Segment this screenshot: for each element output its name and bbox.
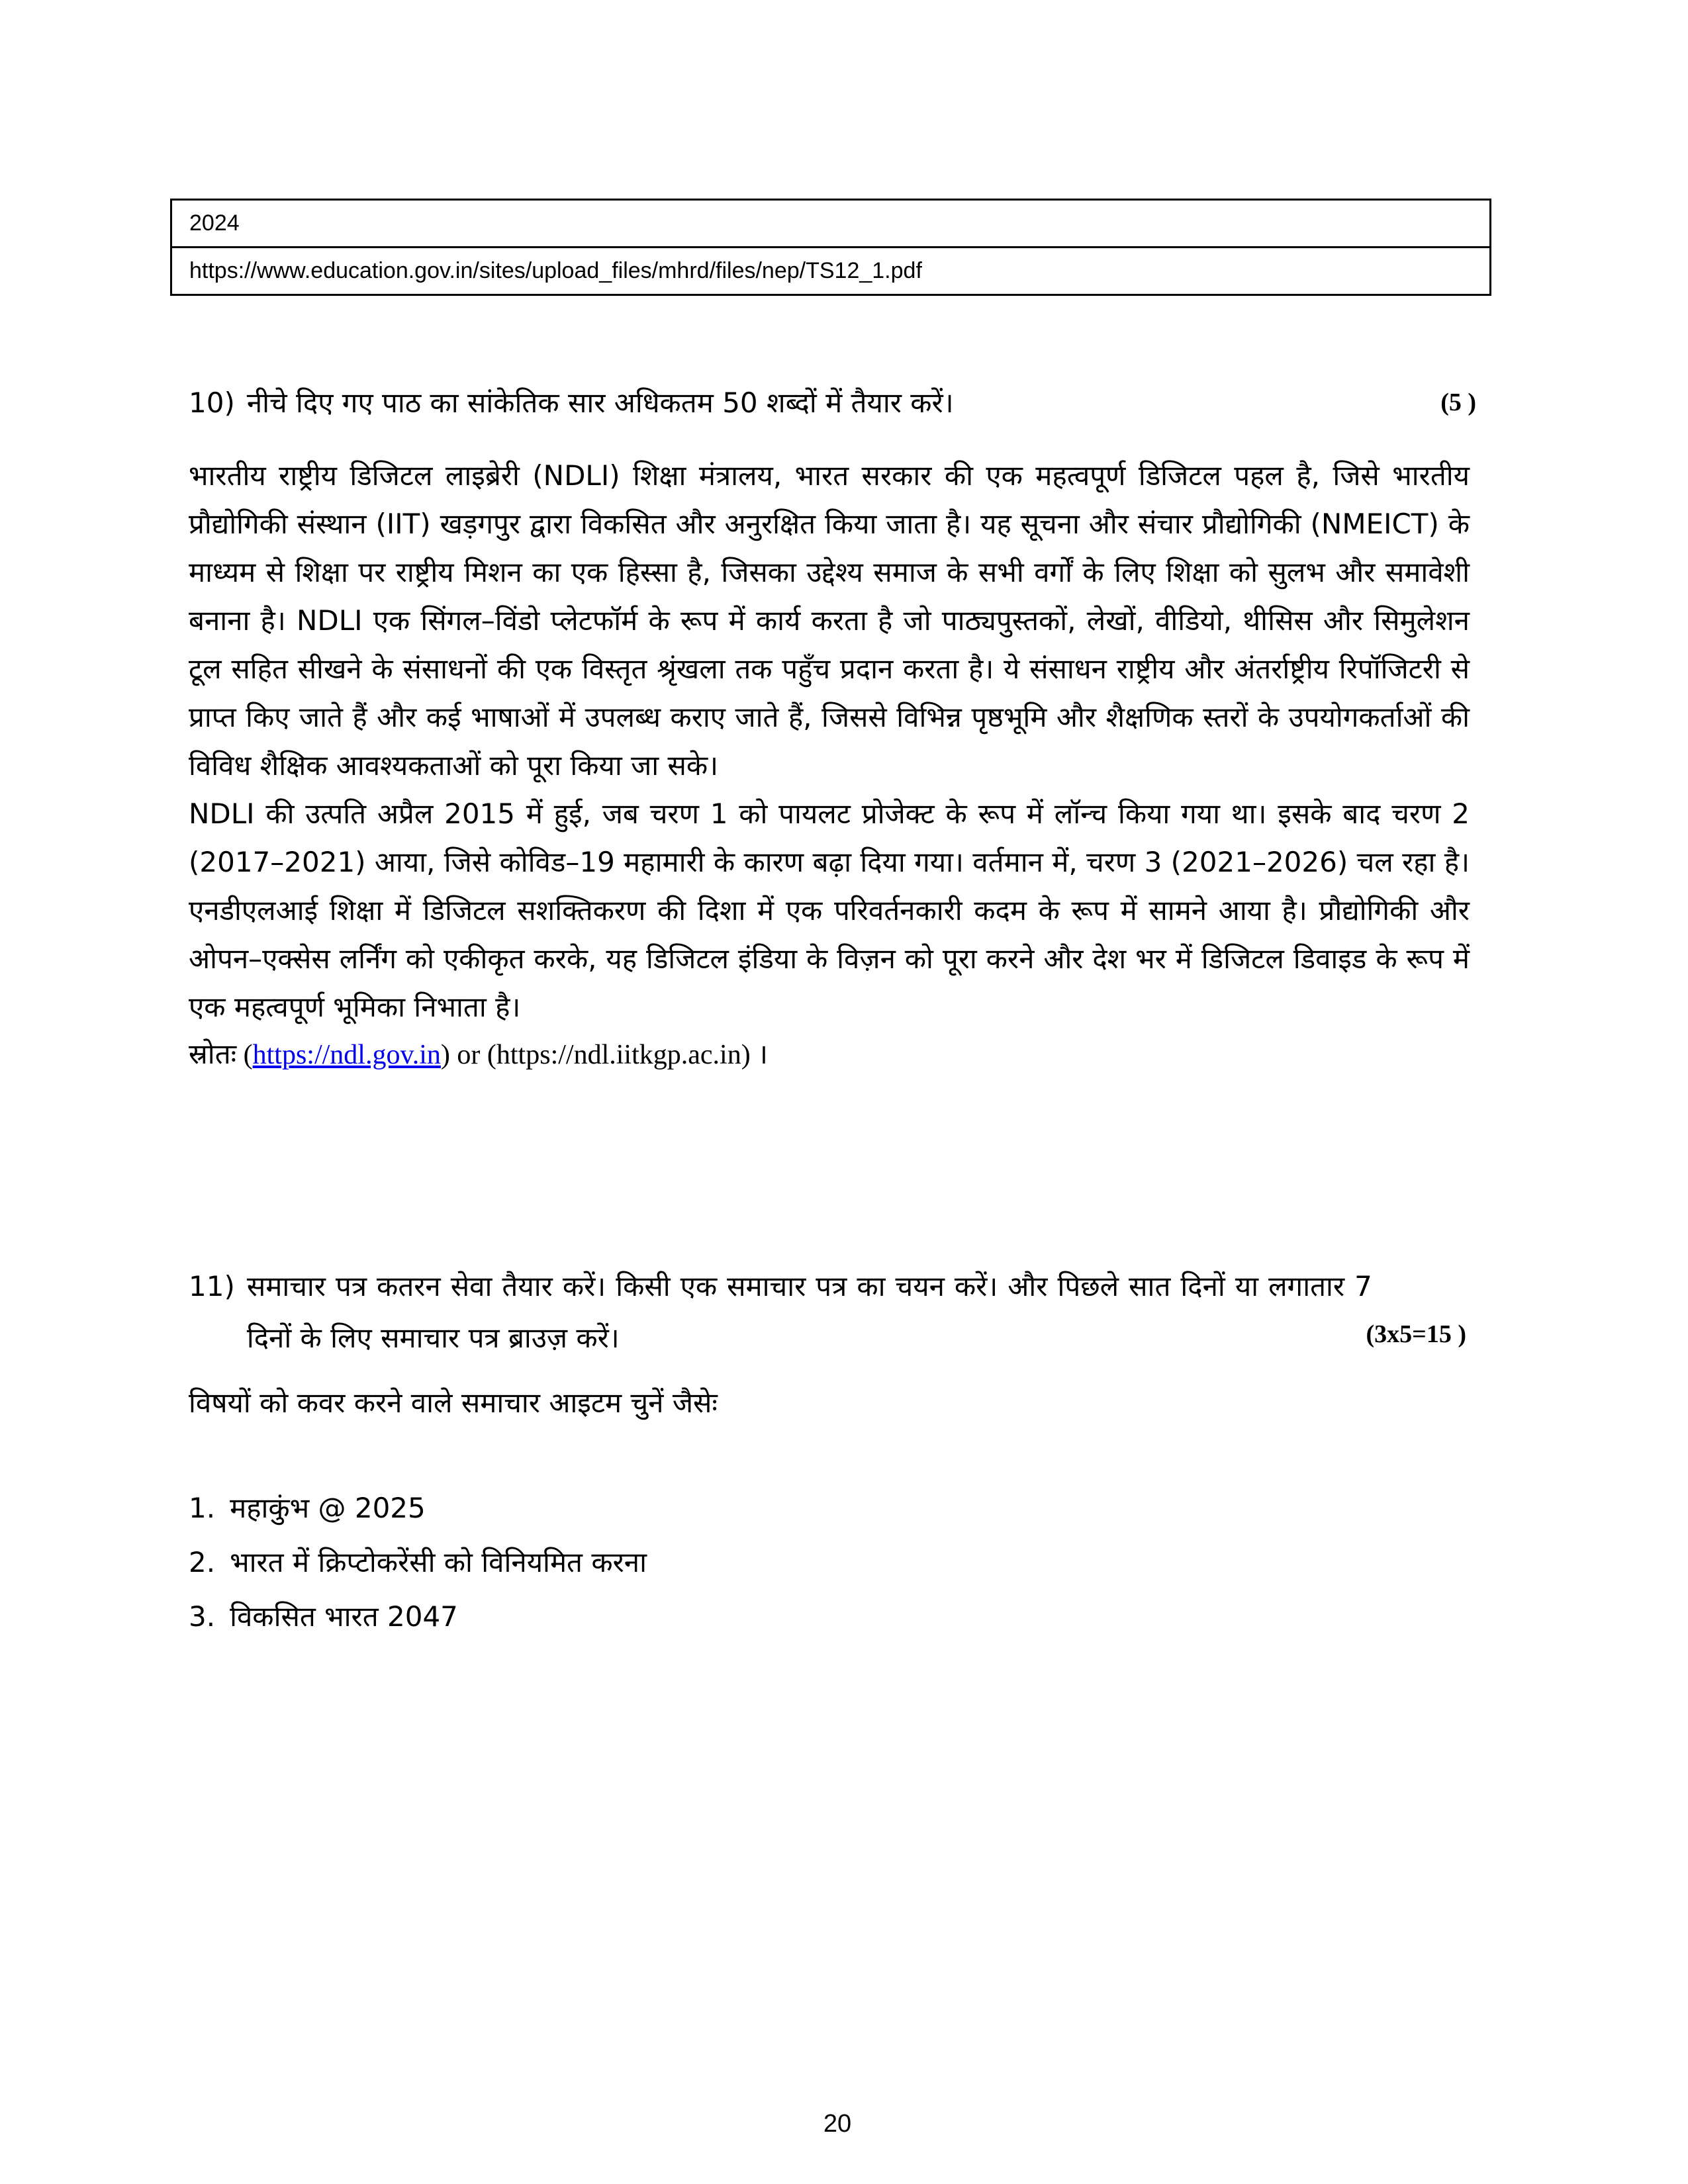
question-10 [189,379,1476,427]
table-cell-url: https://www.education.gov.in/sites/upload_files/mhrd/files/nep/TS12_1.pdf [171,248,1491,295]
list-item [189,1535,1470,1590]
list-item-number: 3. [189,1600,216,1633]
passage [189,451,1470,1079]
topics-intro: विषयों को कवर करने वाले समाचार आइटम चुनें जैसेः [189,1387,718,1419]
question-10-text: नीचे दिए गए पाठ का सांकेतिक सार अधिकतम 50 शब्दों में तैयार करें। [246,387,954,419]
list-item-number: 2. [189,1546,216,1578]
passage-paragraph-1: भारतीय राष्ट्रीय डिजिटल लाइब्रेरी (NDLI) शिक्षा मंत्रालय, भारत सरकार की एक महत्वपूर्ण डिजिटल पहल है, जिसे भारतीय प्रौद्योगिकी संस्थान (IIT) खड़गपुर द्वारा विकसित और अनुरक्षित किया जाता है। यह सूचना और संचार प्रौद्योगिकी (NMEICT) के माध्यम से शिक्षा पर राष्ट्रीय मिशन का एक हिस्सा है, जिसका उद्देश्य समाज के सभी वर्गों के लिए शिक्षा को सुलभ और समावेशी बनाना है। NDLI एक सिंगल–विंडो प्लेटफॉर्म के रूप में कार्य करता है जो पाठ्यपुस्तकों, लेखों, वीडियो, थीसिस और सिमुलेशन टूल सहित सीखने के संसाधनों की एक विस्तृत श्रृंखला तक पहुँच प्रदान करता है। ये संसाधन राष्ट्रीय और अंतर्राष्ट्रीय रिपॉजिटरी से प्राप्त किए जाते हैं और कई भाषाओं में उपलब्ध कराए जाते हैं, जिससे विभिन्न पृष्ठभूमि और शैक्षणिक स्तरों के उपयोगकर्ताओं की विविध शैक्षिक आवश्यकताओं को पूरा किया जा सके। [189,459,1470,782]
list-item-label: विकसित भारत 2047 [230,1600,458,1633]
question-11-number: 11) [189,1270,235,1302]
list-item [189,1590,1470,1644]
question-10-marks: (5 ) [1440,388,1476,416]
question-11 [189,1261,1476,1364]
list-item-label: महाकुंभ @ 2025 [230,1492,426,1524]
topics-list [189,1481,1470,1644]
table-cell-year: 2024 [171,200,1491,248]
reference-table [170,199,1491,296]
question-10-number: 10) [189,387,235,419]
list-item-number: 1. [189,1492,216,1524]
page-number: 20 [823,2110,852,2138]
table-row [171,200,1491,248]
source-line [189,1031,1470,1079]
list-item-label: भारत में क्रिप्टोकरेंसी को विनियमित करना [230,1546,647,1578]
passage-paragraph-2: NDLI की उत्पति अप्रैल 2015 में हुई, जब चरण 1 को पायलट प्रोजेक्ट के रूप में लॉन्च किया गया था। इसके बाद चरण 2 (2017–2021) आया, जिसे कोविड–19 महामारी के कारण बढ़ा दिया गया। वर्तमान में, चरण 3 (2021–2026) चल रहा है। एनडीएलआई शिक्षा में डिजिटल सशक्तिकरण की दिशा में एक परिवर्तनकारी कदम के रूप में सामने आया है। प्रौद्योगिकी और ओपन–एक्सेस लर्निंग को एकीकृत करके, यह डिजिटल इंडिया के विज़न को पूरा करने और देश भर में डिजिटल डिवाइड के रूप में एक महत्वपूर्ण भूमिका निभाता है। [189,797,1470,1023]
source-suffix: ) or (https://ndl.iitkgp.ac.in) । [440,1040,769,1070]
question-11-text: समाचार पत्र कतरन सेवा तैयार करें। किसी एक समाचार पत्र का चयन करें। और पिछले सात दिनों या लगातार 7 दिनों के लिए समाचार पत्र ब्राउज़ करें। [246,1270,1372,1354]
list-item [189,1481,1470,1535]
source-hyperlink[interactable]: https://ndl.gov.in [252,1040,441,1070]
question-11-marks: (3x5=15 ) [1366,1320,1466,1348]
source-prefix: स्रोतः ( [189,1040,253,1070]
table-row [171,248,1491,295]
